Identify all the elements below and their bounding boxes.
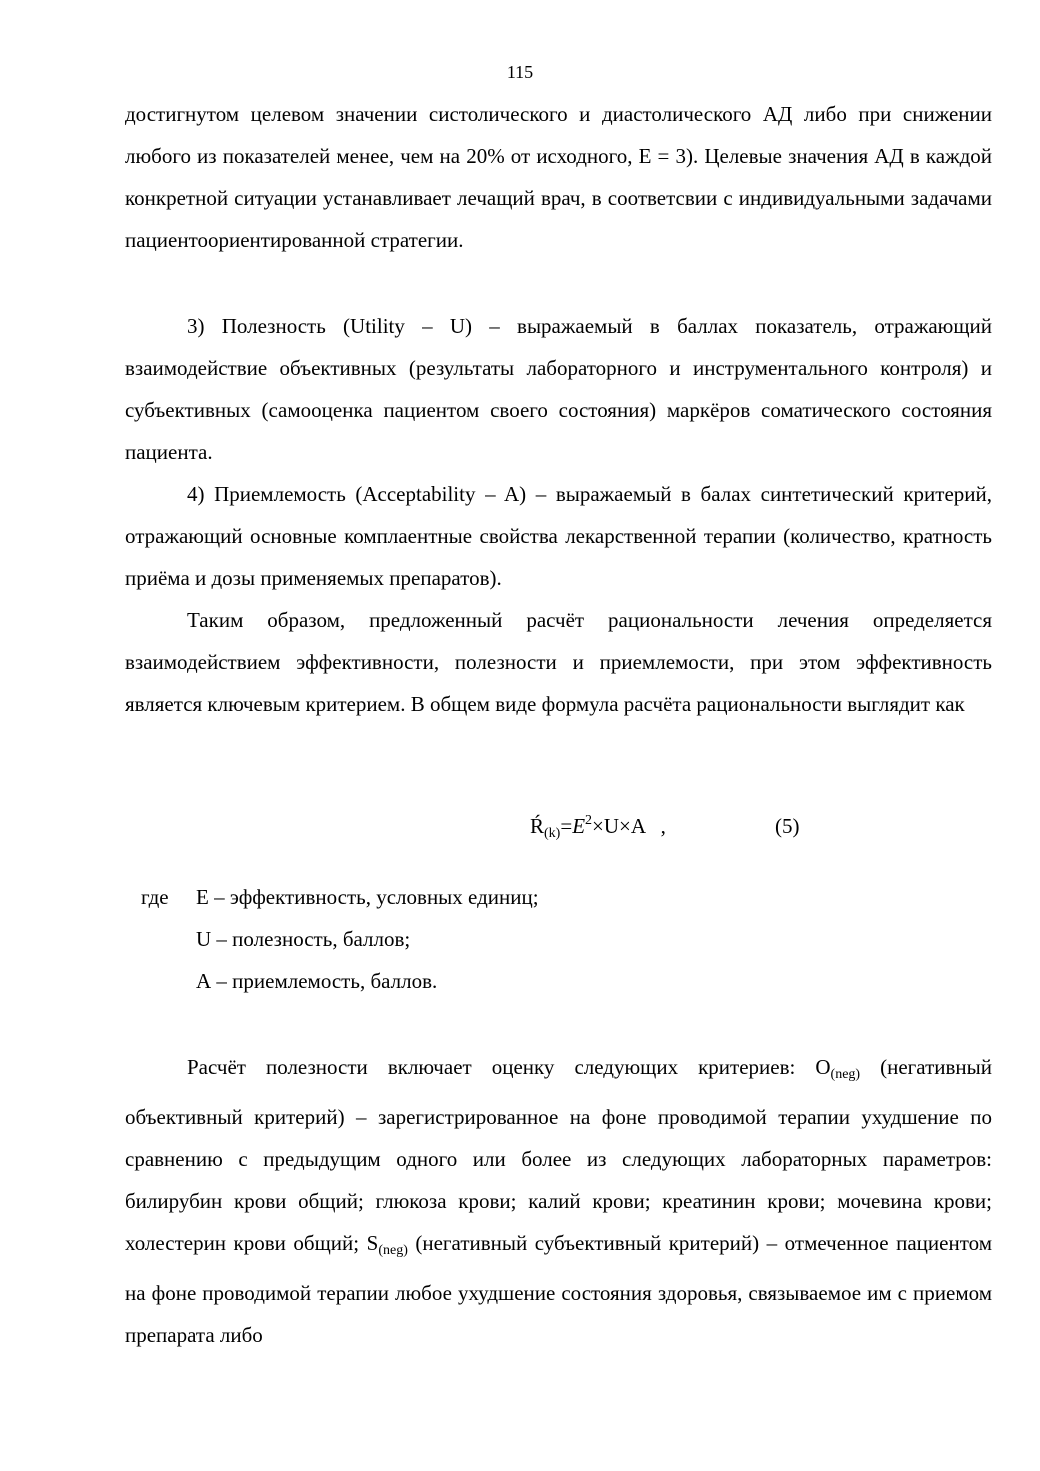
formula-rest: ×U×A , [592,814,666,838]
formula-e-sup: 2 [585,813,593,828]
page-number: 115 [506,62,534,82]
formula-lhs-sub: (k) [544,826,561,841]
definition-u: U – полезность, баллов; [196,927,411,951]
paragraph-utility-calculation [125,1046,992,1356]
p5-sub-oneg: (neg) [830,1067,861,1082]
paragraph-acceptability: 4) Приемлемость (Acceptability – A) – выражаемый в балах синтетический критерий, отражающий основные комплаентные свойства лекарственной терапии (количество, кратность приёма и дозы применяемых препаратов). [125,482,992,590]
formula-5 [530,800,830,842]
definition-e: Е – эффективность, условных единиц; [196,885,539,909]
formula-e: E [572,814,586,838]
p5-part3: (негативный субъективный критерий) – отмеченное пациентом на фоне проводимой терапии любое ухудшение состояния здоровья, связываемое им с приемом препарата либо [125,1231,993,1347]
where-label: где [141,885,169,909]
p5-part2: (негативный объективный критерий) – зарегистрированное на фоне проводимой терапии ухудшение по сравнению с предыдущим одного или более из следующих лабораторных параметров: билирубин крови общий; глюкоза крови; калий крови; креатинин крови; мочевина крови; холестерин крови общий; S [125,1055,992,1255]
definition-a: А – приемлемость, баллов. [196,969,438,993]
formula-lhs: Ŕ [530,814,545,838]
formula-expression [530,800,775,855]
paragraph-utility: 3) Полезность (Utility – U) – выражаемый в баллах показатель, отражающий взаимодействие объективных (результаты лабораторного и инструментального контроля) и субъективных (самооценка пациентом своего состояния) маркёров соматического состояния пациента. [125,314,992,464]
p5-part1: Расчёт полезности включает оценку следующих критериев: O [187,1055,831,1079]
formula-number: (5) [775,814,800,838]
formula-equals: = [560,814,573,838]
paragraph-conclusion: Таким образом, предложенный расчёт рациональности лечения определяется взаимодействием эффективности, полезности и приемлемости, при этом эффективность является ключевым критерием. В общем виде формула расчёта рациональности выглядит как [125,608,992,716]
paragraph-target-bp: достигнутом целевом значении систолического и диастолического АД либо при снижении любого из показателей менее, чем на 20% от исходного, Е = 3). Целевые значения АД в каждой конкретной ситуации устанавливает лечащий врач, в соответсвии с индивидуальными задачами пациентоориентированной стратегии. [125,102,992,252]
p5-sub-sneg: (neg) [378,1243,408,1258]
